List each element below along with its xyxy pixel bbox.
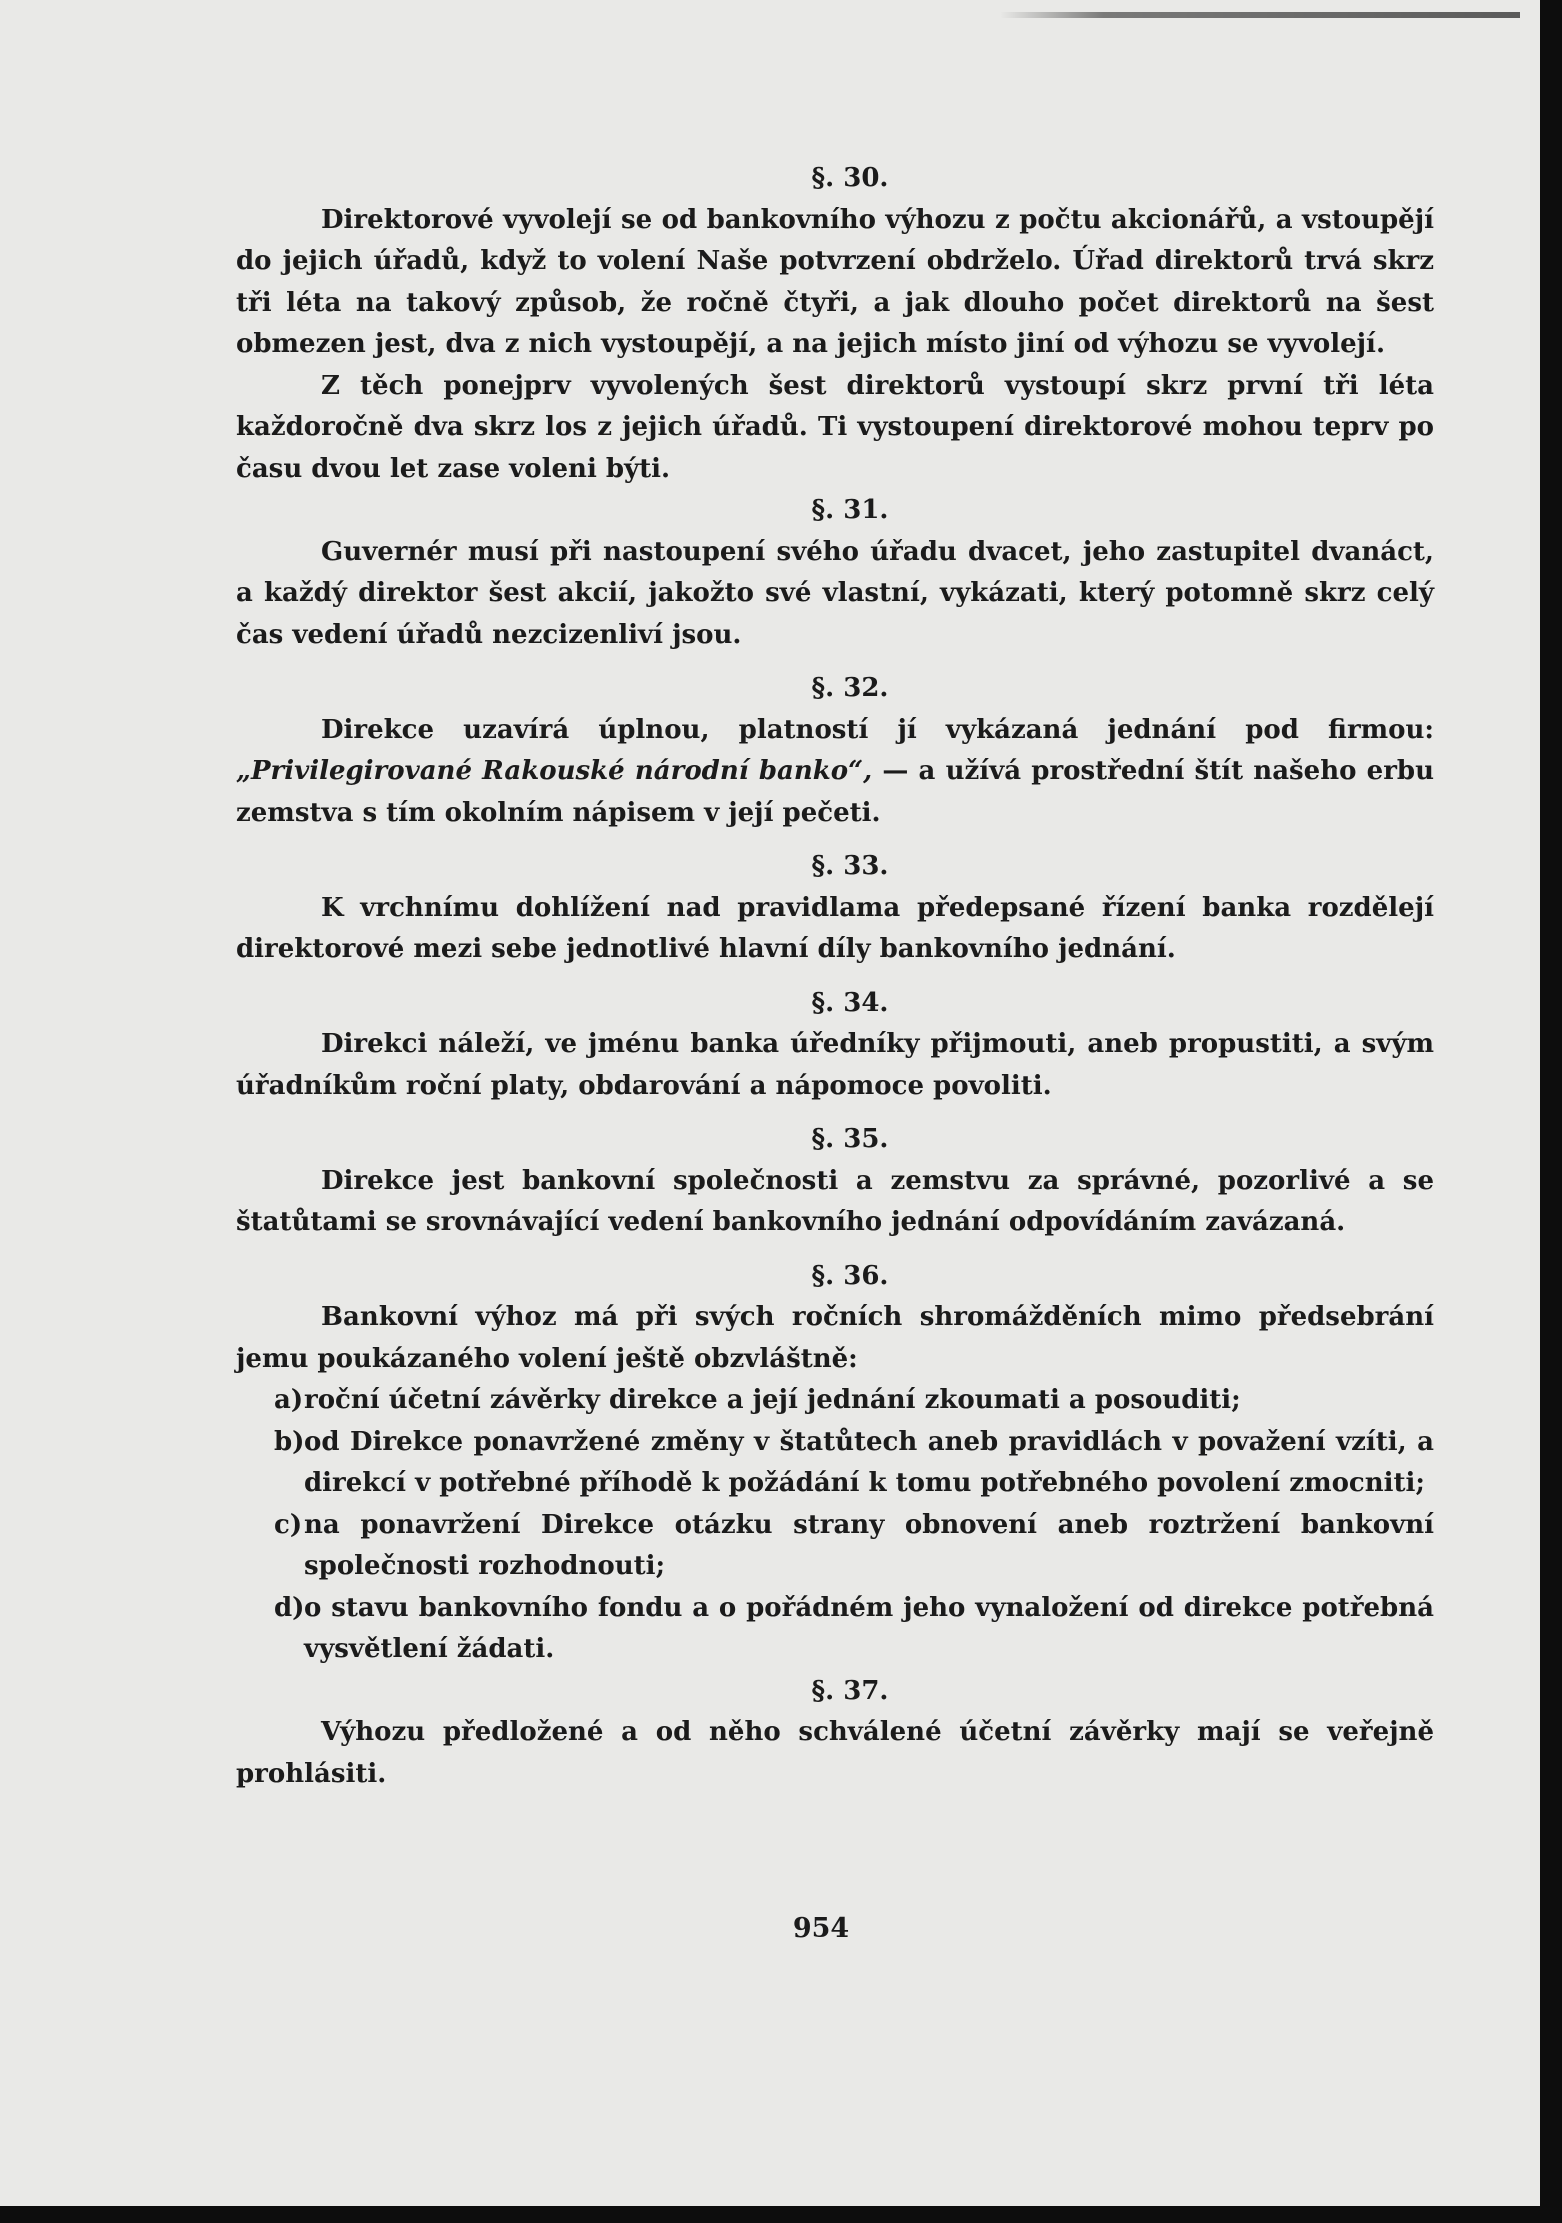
list-item [236,1588,1434,1671]
bank-firm-name: „Privilegirované Rakouské národní banko“, [236,756,873,786]
list-item [236,1505,1434,1588]
list-item-text: na ponavržení Direkce otázku strany obnovení aneb roztržení bankovní společnosti rozhodnouti; [304,1509,1434,1581]
section-heading-37: §. 37. [811,1675,889,1706]
list-item [236,1380,1434,1422]
list-item [236,1422,1434,1505]
top-edge-rule [1000,12,1520,18]
section-heading-34: §. 34. [811,987,889,1018]
list-item-text: o stavu bankovního fondu a o pořádném jeho vynaložení od direkce potřebná vysvětlení žádati. [304,1592,1434,1664]
paragraph-35-1: Direkce jest bankovní společnosti a zemstvu za správné, pozorlivé a se štatůtami se srovnávající vedení bankovního jednání odpovídáním zavázaná. [236,1165,1434,1237]
section-heading-31: §. 31. [811,495,889,525]
section-heading-32: §. 32. [811,673,889,703]
paragraph-34-1: Direkci náleží, ve jménu banka úředníky přijmouti, aneb propustiti, a svým úřadníkům roční platy, obdarování a nápomoce povoliti. [236,1029,1434,1101]
paragraph-30-1: Direktorové vyvolejí se od bankovního výhozu z počtu akcionářů, a vstoupějí do jejich úřadů, když to volení Naše potvrzení obdrželo. Úřad direktorů trvá skrz tři léta na takový způsob, že ročně čtyři, a jak dlouho počet direktorů na šest obmezen jest, dva z nich vystoupějí, a na jejich místo jiní od výhozu se vyvolejí. [236,204,1434,359]
section-heading-30: §. 30. [811,163,889,193]
section-heading-33: §. 33. [811,851,889,881]
list-item-marker: a) [274,1385,304,1415]
section-heading-35: §. 35. [811,1124,889,1154]
paragraph-32-1 [236,710,1434,835]
paragraph-30-2: Z těch ponejprv vyvolených šest direktorů vystoupí skrz první tři léta každoročně dva skrz los z jejich úřadů. Ti vystoupení direktorové mohou teprv po času dvou let zase voleni býti. [236,370,1434,484]
section-heading-36: §. 36. [811,1260,889,1291]
page-number: 954 [792,1913,850,1944]
paragraph-32-text-before: Direkce uzavírá úplnou, platností jí vykázaná jednání pod firmou: [321,714,1434,745]
paragraph-33-1: K vrchnímu dohlížení nad pravidlama předepsané řízení banka rozdělejí direktorové mezi sebe jednotlivé hlavní díly bankovního jednání. [236,892,1434,964]
list-item-text: roční účetní závěrky direkce a její jednání zkoumati a posouditi; [304,1385,1241,1415]
list-36 [236,1380,1434,1671]
list-item-marker: d) [274,1592,305,1623]
paragraph-36-intro: Bankovní výhoz má při svých ročních shromážděních mimo předsebrání jemu poukázaného volení ještě obzvláštně: [236,1302,1434,1374]
document-body [236,158,1434,1795]
list-item-marker: c) [274,1509,303,1540]
paragraph-32-text-after: — a užívá prostřední štít našeho erbu zemstva s tím okolním nápisem v její pečeti. [236,756,1434,828]
paragraph-37-1: Výhozu předložené a od něho schválené účetní závěrky mají se veřejně prohlásiti. [236,1717,1434,1789]
paragraph-31-1: Guvernér musí při nastoupení svého úřadu dvacet, jeho zastupitel dvanáct, a každý direktor šest akcií, jakožto své vlastní, vykázati, který potomně skrz celý čas vedení úřadů nezcizenliví jsou. [236,536,1434,650]
list-item-text: od Direkce ponavržené změny v štatůtech aneb pravidlách v považení vzíti, a direkcí v potřebné příhodě k požádání k tomu potřebného povolení zmocniti; [304,1426,1434,1498]
list-item-marker: b) [274,1426,305,1457]
